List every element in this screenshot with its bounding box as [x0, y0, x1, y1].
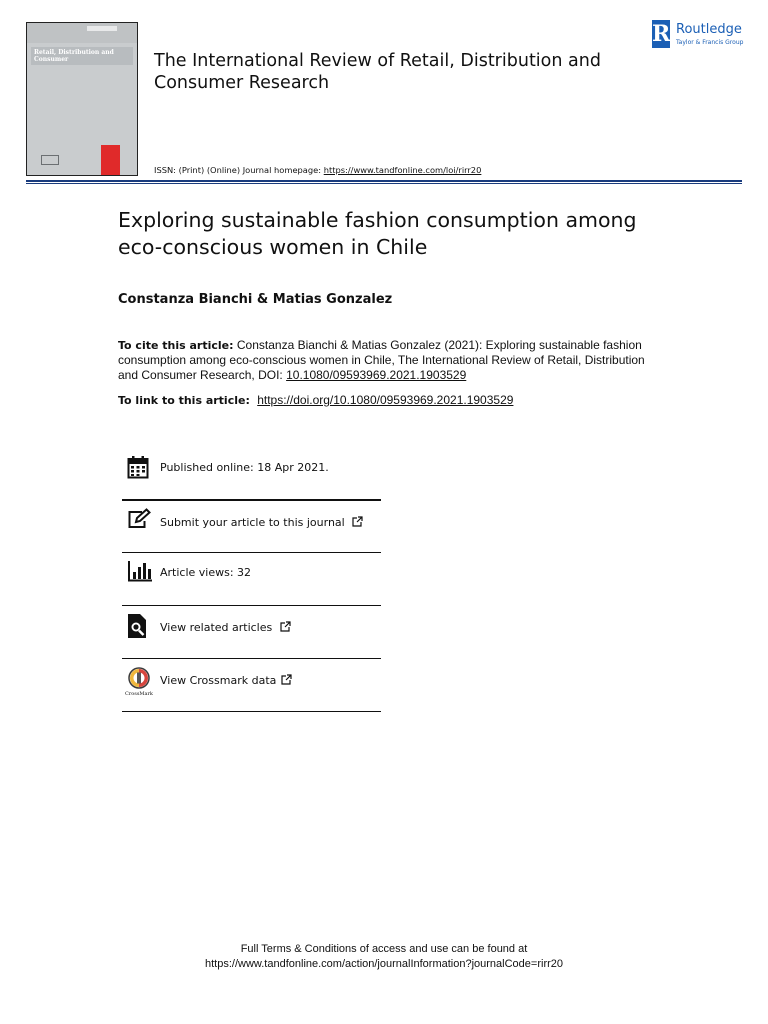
calendar-icon	[127, 455, 149, 479]
article-link-block	[118, 393, 678, 408]
related-articles-label: View related articles	[160, 621, 273, 634]
external-link-icon	[281, 674, 292, 685]
submit-article-label: Submit your article to this journal	[160, 516, 345, 529]
bar-chart-icon	[127, 560, 153, 582]
routledge-name: Routledge	[676, 22, 742, 37]
published-date-text: Published online: 18 Apr 2021.	[160, 461, 329, 474]
info-divider	[122, 658, 381, 659]
published-online-row	[122, 455, 381, 483]
crossmark-label: View Crossmark data	[160, 674, 277, 687]
external-link-icon	[280, 621, 291, 632]
article-doi-link[interactable]: https://doi.org/10.1080/09593969.2021.1903529	[257, 393, 514, 407]
terms-footer	[0, 942, 768, 972]
cover-red-block	[101, 145, 120, 175]
submit-article-link[interactable]	[160, 516, 363, 529]
article-views-row	[122, 560, 381, 586]
article-authors: Constanza Bianchi & Matias Gonzalez	[118, 292, 393, 307]
crossmark-link[interactable]	[160, 674, 292, 687]
citation-text: Constanza Bianchi & Matias Gonzalez (2021): Exploring sustainable fashion consumption among eco-conscious women in Chile, The International Review of Retail, Distribution and Consumer Research, DOI:	[118, 338, 645, 382]
citation-block	[118, 338, 658, 383]
info-divider	[122, 711, 381, 712]
crossmark-row[interactable]	[122, 666, 381, 696]
cover-title-band	[31, 47, 133, 65]
crossmark-icon	[124, 666, 154, 696]
search-document-icon	[127, 613, 149, 639]
header-divider	[26, 180, 742, 182]
cover-top-stripe	[27, 23, 137, 43]
related-articles-row[interactable]	[122, 613, 381, 641]
related-articles-link[interactable]	[160, 621, 291, 634]
info-divider	[122, 605, 381, 606]
cover-label	[87, 26, 117, 31]
journal-cover-image	[26, 22, 138, 176]
issn-line	[154, 165, 481, 175]
article-title: Exploring sustainable fashion consumption among eco-conscious women in Chile	[118, 208, 637, 259]
edit-icon	[127, 508, 151, 530]
journal-title: The International Review of Retail, Distribution and Consumer Research	[154, 51, 601, 93]
submit-article-row[interactable]	[122, 508, 381, 536]
info-divider	[122, 499, 381, 501]
info-divider	[122, 552, 381, 553]
journal-homepage-link[interactable]: https://www.tandfonline.com/loi/rirr20	[323, 165, 482, 175]
citation-label: To cite this article:	[118, 339, 234, 352]
terms-footer-url[interactable]: https://www.tandfonline.com/action/journalInformation?journalCode=rirr20	[205, 958, 563, 970]
citation-doi-link[interactable]: 10.1080/09593969.2021.1903529	[286, 368, 467, 382]
routledge-subtitle: Taylor & Francis Group	[676, 39, 744, 46]
article-views-text: Article views: 32	[160, 566, 252, 579]
terms-footer-line1: Full Terms & Conditions of access and use can be found at	[240, 943, 528, 955]
external-link-icon	[352, 516, 363, 527]
issn-prefix: ISSN: (Print) (Online) Journal homepage:	[154, 165, 322, 175]
routledge-mark-icon: R	[652, 21, 671, 47]
cover-title-text: Retail, Distribution and Consumer	[34, 49, 114, 63]
article-link-label: To link to this article:	[118, 394, 250, 407]
routledge-logo[interactable]	[652, 20, 752, 52]
cover-publisher-logo	[41, 155, 59, 165]
header-divider-thin	[26, 183, 742, 184]
crossmark-logo-text: CrossMark	[125, 691, 153, 696]
